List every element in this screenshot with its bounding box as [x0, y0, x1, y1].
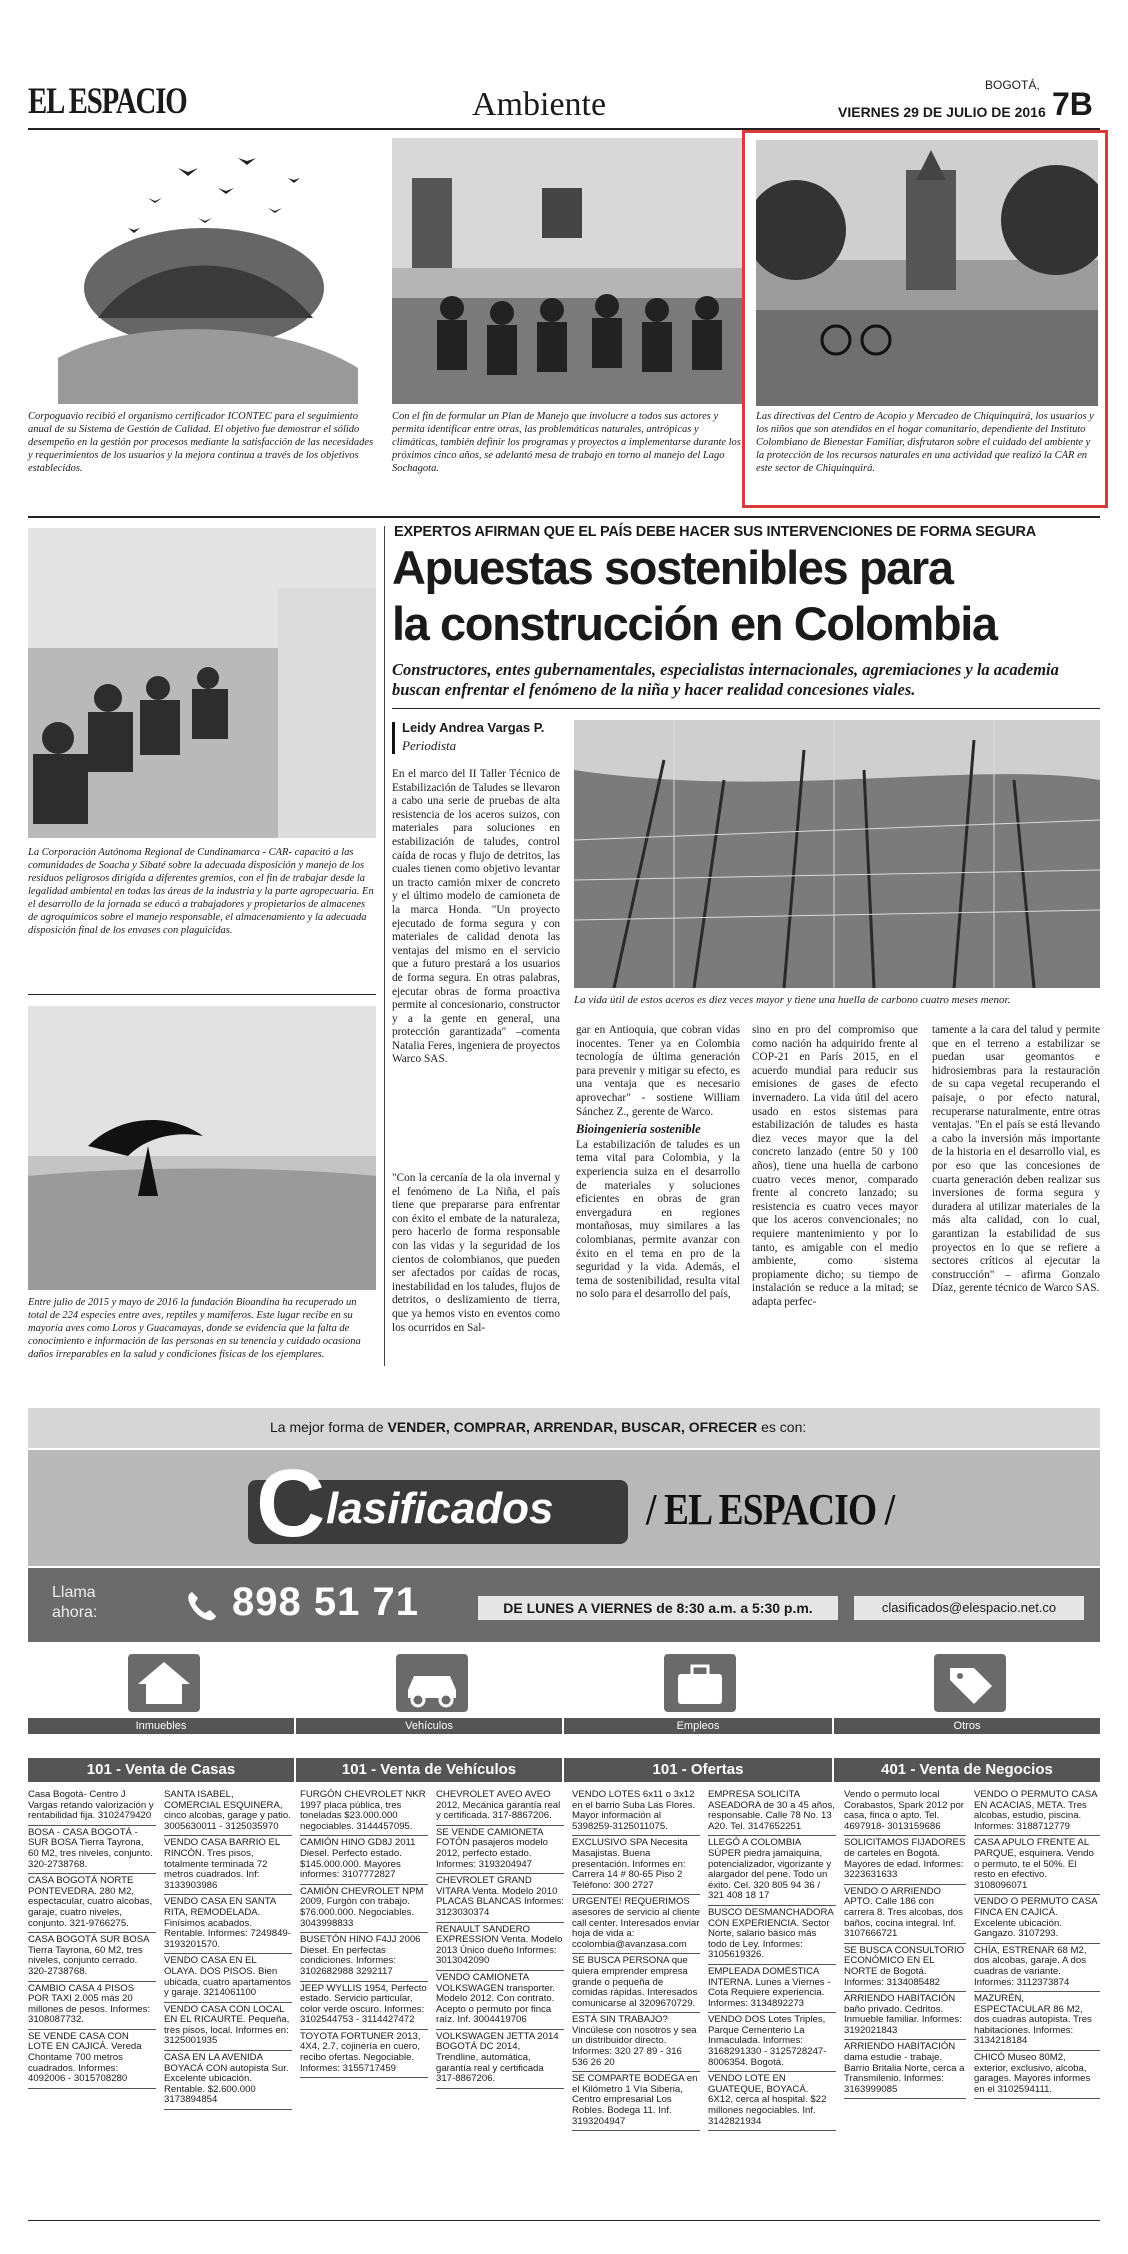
article-headline-1: Apuestas sostenibles para: [392, 541, 953, 594]
classified-ad[interactable]: CHICÓ Museo 80M2, exterior, exclusivo, alcoba, garages. Mayores informes en el 3102594111.: [974, 2051, 1100, 2099]
byline-author: Leidy Andrea Vargas P.: [402, 720, 545, 735]
classified-column-3: [300, 1788, 428, 2208]
caption-taludes: La vida útil de estos aceros es diez veces mayor y tiene una huella de carbono cuatro meses menor.: [574, 994, 1011, 1006]
classified-ad[interactable]: TOYOTA FORTUNER 2013, 4X4, 2.7, cojinería en cuero, recibo ofertas. Negociable. Informes: 3155717459: [300, 2030, 428, 2078]
masthead-logo: EL ESPACIO: [28, 81, 187, 122]
classified-ad[interactable]: VOLKSWAGEN JETTA 2014 BOGOTÁ DC 2014, Trendline, automática, garantía real y certificada 317-8867206.: [436, 2030, 564, 2089]
classified-ad[interactable]: EXCLUSIVO SPA Necesita Masajistas. Buena presentación. Informes en: Carrera 14 # 80-65 Piso 2 Teléfono: 300 2727: [572, 1836, 700, 1895]
classified-ad[interactable]: SE COMPARTE BODEGA en el Kilómetro 1 Vía Siberia, Centro empresarial Los Robles. Bodega 11. Inf. 3193204947: [572, 2072, 700, 2131]
article-kicker: EXPERTOS AFIRMAN QUE EL PAÍS DEBE HACER SUS INTERVENCIONES DE FORMA SEGURA: [394, 524, 1037, 540]
classified-ad[interactable]: ARRIENDO HABITACIÓN baño privado. Cedritos. Inmueble familiar. Informes: 3192021843: [844, 1992, 966, 2040]
call-label-1: Llama: [52, 1584, 96, 1601]
photo-corpoguavio: [28, 138, 380, 404]
classified-ad[interactable]: VENDO O ARRIENDO APTO. Calle 186 con carrera 8. Tres alcobas, dos baños, cocina integral. Inf. 3107666721: [844, 1885, 966, 1944]
caption-car: La Corporación Autónoma Regional de Cundinamarca - CAR- capacitó a las comunidades de Soacha y Sibaté sobre la adecuada disposición y manejo de los residuos peligrosos dirigida a diferentes gremios, con el fin de trabajar desde la legalidad ambiental en todas las áreas de la industria y la parte agropecuaria. En el desarrollo de la jornada se educó a trabajadores y propietarios de almacenes de agroquímicos sobre el manejo responsable, el almacenamiento y la adecuada disposición final de los envases con plaguicidas.: [28, 847, 374, 936]
classified-ad[interactable]: VENDO CAMIONETA VOLKSWAGEN transporter. Modelo 2012. Con contrato. Acepto o permuto por finca raíz. Inf. 3004419706: [436, 1971, 564, 2030]
caption-lago-sochagota: Con el fin de formular un Plan de Manejo que involucre a todos sus actores y permita identificar entre otras, las problemáticas naturales, antrópicas y climáticas, también definir los programas y proyectos a implementarse durante los próximos cinco años, se adelantó mesa de trabajo en torno al manejo del Lago Sochagota.: [392, 411, 741, 474]
classified-ad[interactable]: VENDO CASA CON LOCAL EN EL RICAURTE. Pequeña, tres pisos, local. Informes en: 3125001935: [164, 2003, 292, 2051]
masthead-date: VIERNES 29 DE JULIO DE 2016: [838, 104, 1046, 120]
photo-condor: [28, 1006, 376, 1290]
classified-ad[interactable]: BOSA - CASA BOGOTÁ - SUR BOSA Tierra Tayrona, 60 M2, tres niveles, conjunto. 320-2738768.: [28, 1826, 156, 1874]
photo-taludes: [574, 720, 1100, 988]
classified-ad[interactable]: CASA EN LA AVENIDA BOYACÁ CON autopista Sur. Excelente ubicación. Rentable. $2.600.000 3173894854: [164, 2051, 292, 2110]
classified-ad[interactable]: LLEGÓ A COLOMBIA SÚPER piedra jamaiquina, potencializador, vigorizante y alargador del pene. Todo un éxito. Cel. 320 805 94 36 / 321 408 18 17: [708, 1836, 836, 1906]
classified-ad[interactable]: SE VENDE CASA CON LOTE EN CAJICÁ. Vereda Chontame 700 metros cuadrados. Informes: 4092006 - 3015708280: [28, 2030, 156, 2089]
classified-ad[interactable]: VENDO LOTE EN GUATEQUE, BOYACÁ. 6X12, cerca al hospital. $22 millones negociables. Inf. 3142821934: [708, 2072, 836, 2131]
classified-ad[interactable]: BUSETÓN HINO F4JJ 2006 Diesel. En perfectas condiciones. Informes: 3102682988 3292117: [300, 1933, 428, 1981]
classifieds-hours: DE LUNES A VIERNES de 8:30 a.m. a 5:30 p.m.: [478, 1596, 838, 1620]
classifieds-logo-text: lasificados: [326, 1484, 554, 1533]
photo-chiquinquira: [756, 140, 1098, 406]
article-deck: Constructores, entes gubernamentales, especialistas internacionales, agremiaciones y la academia buscan enfrentar el fenómeno de la niña y hacer realidad concesiones viales.: [392, 660, 1059, 699]
classified-ad[interactable]: CAMIÓN CHEVROLET NPM 2009, Furgón con trabajo. $76.000.000. Negociables. 3043998833: [300, 1885, 428, 1933]
classified-column-5: [572, 1788, 700, 2208]
classified-ad[interactable]: CAMBIO CASA 4 PISOS POR TAXI 2.005 más 20 millones de pesos. Informes: 3108087732.: [28, 1982, 156, 2030]
article-col2-text: gar en Antioquia, que cobran vidas inocentes. Tener ya en Colombia tecnología de última generación para prevenir y mitigar su efecto, es una ventaja que es necesario aprovechar" - sostiene William Sánchez Z., gerente de Warco.: [576, 1024, 740, 1118]
category-vehiculos[interactable]: Vehículos: [296, 1718, 562, 1734]
caption-corpoguavio: Corpoguavio recibió el organismo certificador ICONTEC para el seguimiento anual de su Sistema de Gestión de Calidad. El objetivo fue demostrar el sólido desempeño en la gestión por procesos mediante la satisfacción de las necesidades y requerimientos de los usuarios y la mejora continua a través de los objetivos establecidos.: [28, 411, 374, 474]
classified-ad[interactable]: SOLICITAMOS FIJADORES de carteles en Bogotá. Mayores de edad. Informes: 3223631633: [844, 1836, 966, 1884]
classified-ad[interactable]: CHEVROLET GRAND VITARA Venta. Modelo 2010 PLACAS BLANCAS Informes: 3123030374: [436, 1874, 564, 1922]
tagline-pre: La mejor forma de: [270, 1419, 384, 1435]
classified-column-4: [436, 1788, 564, 2208]
house-icon: [128, 1654, 200, 1712]
classified-ad[interactable]: EMPRESA SOLICITA ASEADORA de 30 a 45 años, responsable. Calle 78 No. 13 A20. Tel. 3147652251: [708, 1788, 836, 1836]
classified-ad[interactable]: ARRIENDO HABITACIÓN dama estudie - trabaje. Barrio Britalia Norte, cerca a Transmilenio. Informes: 3163999085: [844, 2040, 966, 2099]
classified-ad[interactable]: ESTÁ SIN TRABAJO? Vincúlese con nosotros y sea un distribuidor directo. Informes: 320 27 89 - 316 536 26 20: [572, 2013, 700, 2072]
article-subhead: Bioingeniería sostenible: [576, 1122, 701, 1137]
classified-ad[interactable]: EMPLEADA DOMÉSTICA INTERNA. Lunes a Viernes - Cota Requiere experiencia. Informes: 3134892273: [708, 1965, 836, 2013]
article-col1-bottom: "Con la cercanía de la ola invernal y el fenómeno de La Niña, el país tiene que prepararse para enfrentar con éxito el embate de la naturaleza, pero hacerlo de forma responsable con las vidas y la seguridad de los cientos de colombianos, que pueden ser afectados por caídas de rocas, inestabilidad en los taludes, flujos de detritos, o deslizamiento de tierra, que ya hemos visto en eventos como los ocurridos en Sal-: [392, 1172, 560, 1334]
bottom-rule: [28, 2220, 1100, 2221]
photo-car-capacitacion: [28, 528, 376, 838]
caption-bioandina: Entre julio de 2015 y mayo de 2016 la fundación Bioandina ha recuperado un total de 224 especies entre aves, reptiles y mamíferos. Este lugar recibe en su mayoría aves como Loros y Guacamayas, donde se evidencia que la falta de conocimiento e información de las personas en su tenencia y cuidado ocasiona daños irreparables en la salud y condiciones físicas de los ejemplares.: [28, 1297, 361, 1360]
classifieds-email[interactable]: clasificados@elespacio.net.co: [854, 1596, 1084, 1620]
column-divider: [384, 526, 385, 1366]
article-col2: [576, 1024, 740, 1302]
category-empleos[interactable]: Empleos: [564, 1718, 832, 1734]
section-ofertas: 101 - Ofertas: [564, 1758, 832, 1782]
article-col2b-text: La estabilización de taludes es un tema vital para Colombia, y la experiencia suiza en el desarrollo de materiales y soluciones eficientes en obras de gran envergadura en regiones montañosas, muy similares a las colombianas, permite avanzar con éxito en el tema en pro de la seguridad y la vida. Además, el tema de sostenibilidad, resulta vital no solo para el desarrollo del país,: [576, 1138, 740, 1301]
article-col1-top: En el marco del II Taller Técnico de Estabilización de Taludes se llevaron a cabo una serie de pruebas de alta resistencia de los aceros suizos, con materiales para soluciones en estabilización de taludes, control caída de rocas y flujo de detritos, las cuales tienen como objetivo levantar un tracto camión mixer de concreto y el último modelo de camioneta de la marca Honda. "Un proyecto ejecutado de forma segura y con materiales de calidad denota las ventajas del mismo en el servicio que a futuro prestará a los usuarios de forma segura. En otras palabras, ejecutar obras de forma proactiva permite al concesionario, constructor y a la gente en general, una protección garantizada" –comenta Natalia Feres, ingeniera de proyectos Warco SAS.: [392, 768, 560, 1066]
masthead-city: BOGOTÁ,: [985, 78, 1040, 92]
classified-ad[interactable]: CHEVROLET AVEO AVEO 2012, Mecánica garantía real y certificada. 317-8867206.: [436, 1788, 564, 1826]
byline-bar: [392, 722, 395, 754]
classified-ad[interactable]: BUSCO DESMANCHADORA CON EXPERIENCIA. Sector Norte, salario básico más todo de Ley. Informes: 3105619326.: [708, 1906, 836, 1965]
section-venta-casas: 101 - Venta de Casas: [28, 1758, 294, 1782]
classified-ad[interactable]: Casa Bogotá- Centro J Vargas retando valorización y rentabilidad fija. 3102479420: [28, 1788, 156, 1826]
classified-ad[interactable]: VENDO CASA EN SANTA RITA, REMODELADA. Finísimos acabados. Rentable. Informes: 7249849-3193201570.: [164, 1895, 292, 1954]
classified-ad[interactable]: MAZURÉN, ESPECTACULAR 86 M2, dos cuadras autopista. Tres habitaciones. Informes: 3134218184: [974, 1992, 1100, 2051]
classified-ad[interactable]: SE VENDE CAMIONETA FOTÓN pasajeros modelo 2012, perfecto estado. Informes: 3193204947: [436, 1826, 564, 1874]
classifieds-phone[interactable]: 898 51 71: [232, 1580, 419, 1624]
deck-rule: [392, 708, 1100, 709]
tag-icon: [934, 1654, 1006, 1712]
classified-ad[interactable]: RENAULT SANDERO EXPRESSION Venta. Modelo 2013 Único dueño Informes: 3013042090: [436, 1923, 564, 1971]
classified-ad[interactable]: SE BUSCA CONSULTORIO ECONÓMICO EN EL NORTE de Bogotá. Informes: 3134085482: [844, 1944, 966, 1992]
top-row-rule: [28, 516, 1100, 518]
caption-chiquinquira: Las directivas del Centro de Acopio y Mercadeo de Chiquinquirá, los usuarios y los niños que son atendidos en el hogar comunitario, dependiente del Instituto Colombiano de Bienestar Familiar, disfrutaron sobre el cuidado del ambiente y la protección de los recursos naturales en una actividad que realizó la CAR en este sector de Chiquinquirá.: [756, 411, 1094, 474]
classified-ad[interactable]: VENDO LOTES 6x11 o 3x12 en el barrio Suba Las Flores. Mayor información al 5398259-3125011075.: [572, 1788, 700, 1836]
tagline-bold: VENDER, COMPRAR, ARRENDAR, BUSCAR, OFRECER: [387, 1419, 758, 1435]
classified-column-2: [164, 1788, 292, 2208]
classified-ad[interactable]: VENDO O PERMUTO CASA EN ACACIAS, META. Tres alcobas, estudio, piscina. Informes: 3188712779: [974, 1788, 1100, 1836]
left-rule-1: [28, 994, 376, 995]
car-icon: [396, 1654, 468, 1712]
classified-ad[interactable]: Vendo o permuto local Corabastos, Spark 2012 por casa, finca o apto. Tel. 4697918- 3013159686: [844, 1788, 966, 1836]
classified-ad[interactable]: CHÍA, ESTRENAR 68 M2, dos alcobas, garaje. A dos cuadras de variante. Informes: 3112373874: [974, 1944, 1100, 1992]
classifieds-paper-name: / EL ESPACIO /: [646, 1485, 895, 1534]
call-label-2: ahora:: [52, 1604, 98, 1621]
photo-lago-sochagota: [392, 138, 744, 404]
classified-ad[interactable]: VENDO O PERMUTO CASA FINCA EN CAJICÁ. Excelente ubicación. Gangazo. 3107293.: [974, 1895, 1100, 1943]
article-col4: tamente a la cara del talud y permite que en el terreno a estabilizar se puedan usar geomantos e hidrosiembras para la restauración de su capa vegetal recuperando el paisaje, o por efecto natural, recuperarse naturalmente, entre otras ventajas. "En el país se está llevando a cabo la inversión más importante de la historia en el desarrollo vial, es por eso que las concesiones de cuarta generación deben realizar sus inversiones de forma segura y duradera al utilizar materiales de la más alta calidad, con lo cual, garantizan la estabilidad de sus proyectos en lo que se refiere a sectores críticos al ejecutar la construcción" – afirma Gonzalo Díaz, gerente técnico de Warco SAS.: [932, 1024, 1100, 1295]
byline-role: Periodista: [402, 738, 457, 753]
category-inmuebles[interactable]: Inmuebles: [28, 1718, 294, 1734]
classifieds-logo-c: C: [256, 1450, 326, 1557]
briefcase-icon: [664, 1654, 736, 1712]
classified-ad[interactable]: VENDO DOS Lotes Triples, Parque Cementerio La Inmaculada. Informes: 3168291330 - 3125728247- 8006354. Bogotá.: [708, 2013, 836, 2072]
tagline-post: es con:: [761, 1419, 807, 1435]
classified-column-8: [974, 1788, 1100, 2208]
classified-column-6: [708, 1788, 836, 2208]
classified-ad[interactable]: CASA APULO FRENTE AL PARQUE, esquinera. Vendo o permuto, te el 50%. El resto en efectivo. 3108096071: [974, 1836, 1100, 1895]
classified-ad[interactable]: VENDO CASA BARRIO EL RINCÓN. Tres pisos, totalmente terminada 72 metros cuadrados. Inf: 3133903986: [164, 1836, 292, 1895]
section-venta-vehiculos: 101 - Venta de Vehículos: [296, 1758, 562, 1782]
classifieds-tagline: [270, 1419, 806, 1435]
page-number: 7B: [1052, 86, 1093, 122]
classified-ad[interactable]: CASA BOGOTÁ NORTE PONTEVEDRA. 280 M2, espectacular, cuatro alcobas, garaje, cuatro niveles, conjunto. 321-9766275.: [28, 1874, 156, 1933]
classified-column-1: [28, 1788, 156, 2208]
classified-ad[interactable]: URGENTE! REQUERIMOS asesores de servicio al cliente call center. Interesados enviar hoja de vida a: ccolombia@avanzasa.com: [572, 1895, 700, 1954]
classified-ad[interactable]: VENDO CASA EN EL OLAYA. DOS PISOS. Bien ubicada, cuatro apartamentos y garaje. 3214061100: [164, 1954, 292, 2002]
classified-ad[interactable]: CAMIÓN HINO GD8J 2011 Diesel. Perfecto estado. $145.000.000. Mayores informes: 3107772827: [300, 1836, 428, 1884]
article-headline-2: la construcción en Colombia: [392, 597, 997, 650]
classified-ad[interactable]: FURGÓN CHEVROLET NKR 1997 placa pública, tres toneladas $23.000.000 negociables. 3144457095.: [300, 1788, 428, 1836]
classified-column-7: [844, 1788, 966, 2208]
classified-ad[interactable]: SE BUSCA PERSONA que quiera emprender empresa grande o pequeña de comidas rápidas. Interesados comunicarse al 3209670729.: [572, 1954, 700, 2013]
classified-ad[interactable]: CASA BOGOTÁ SUR BOSA Tierra Tayrona, 60 M2, tres niveles, conjunto cerrado. 320-2738768.: [28, 1933, 156, 1981]
phone-icon: [184, 1588, 220, 1624]
category-otros[interactable]: Otros: [834, 1718, 1100, 1734]
article-col3: sino en pro del compromiso que como nación ha adquirido frente al COP-21 en París 2015, en el acuerdo mundial para reducir sus emisiones de gases de efecto invernadero. La vida útil del acero usado en estos sistemas para estabilización de taludes es hasta diez veces mayor que la del concreto lanzado (entre 50 y 100 años), tiene una huella de carbono cuatro veces menor, comparado frente al concreto lanzado; su resistencia es cuatro veces mayor que los aceros convencionales; no requiere mantenimiento y por lo tanto, es amigable con el medio ambiente, como sistema propiamente dicho; su tiempo de instalación se reduce a la mitad; se adapta perfec-: [752, 1024, 918, 1308]
classified-ad[interactable]: JEEP WYLLIS 1954, Perfecto estado. Servicio particular, color verde oscuro. Informes: 3102544753 - 3114427472: [300, 1982, 428, 2030]
classified-ad[interactable]: SANTA ISABEL, COMERCIAL ESQUINERA, cinco alcobas, garage y patio. 3005630011 - 3125035970: [164, 1788, 292, 1836]
section-venta-negocios: 401 - Venta de Negocios: [834, 1758, 1100, 1782]
section-title: Ambiente: [472, 86, 607, 123]
